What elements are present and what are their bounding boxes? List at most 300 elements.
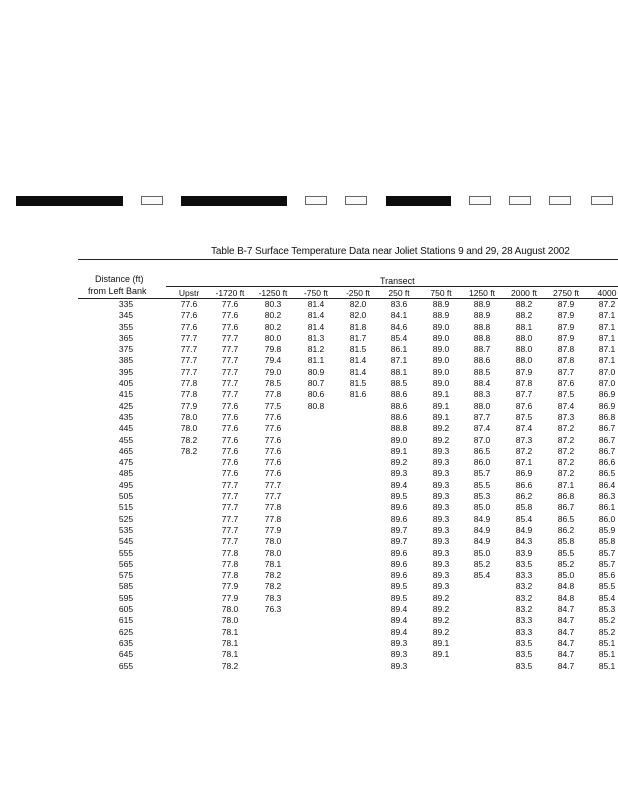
temperature-cell: 87.0 — [598, 378, 616, 389]
temperature-cell: 87.5 — [515, 411, 533, 422]
temperature-cell: 88.0 — [515, 344, 533, 355]
temperature-cell: 86.7 — [598, 423, 616, 434]
temperature-cell: 77.7 — [221, 536, 239, 547]
temperature-cell: 88.0 — [515, 355, 533, 366]
distance-cell: 595 — [118, 592, 134, 603]
temperature-cell: 78.1 — [264, 558, 282, 569]
temperature-cell: 77.8 — [180, 378, 198, 389]
table-row — [0, 627, 618, 638]
temperature-cell: 88.6 — [390, 389, 408, 400]
temperature-cell: 85.1 — [598, 660, 616, 671]
temperature-cell: 86.9 — [515, 468, 533, 479]
temperature-cell: 89.3 — [432, 581, 450, 592]
temperature-cell: 83.3 — [515, 615, 533, 626]
distance-cell: 475 — [118, 457, 134, 468]
temperature-cell: 84.7 — [557, 604, 575, 615]
temperature-cell: 78.1 — [221, 649, 239, 660]
column-header: 250 ft — [388, 288, 410, 298]
temperature-cell: 86.9 — [598, 389, 616, 400]
temperature-cell: 88.0 — [473, 400, 491, 411]
temperature-cell: 87.9 — [557, 299, 575, 309]
temperature-cell: 87.1 — [598, 344, 616, 355]
temperature-cell: 87.3 — [557, 411, 575, 422]
temperature-cell: 86.8 — [557, 491, 575, 502]
table-row — [0, 457, 618, 468]
temperature-cell: 82.0 — [349, 310, 367, 321]
temperature-cell: 81.4 — [349, 366, 367, 377]
distance-cell: 505 — [118, 491, 134, 502]
temperature-cell: 89.5 — [390, 592, 408, 603]
column-header: -750 ft — [303, 288, 329, 298]
temperature-cell: 85.5 — [473, 479, 491, 490]
temperature-cell: 85.3 — [473, 491, 491, 502]
table-row — [0, 480, 618, 491]
temperature-cell: 77.6 — [264, 423, 282, 434]
temperature-cell: 85.2 — [473, 558, 491, 569]
temperature-cell: 81.4 — [307, 321, 325, 332]
table-row — [0, 435, 618, 446]
temperature-cell: 77.6 — [264, 445, 282, 456]
temperature-cell: 82.0 — [349, 299, 367, 309]
temperature-cell: 88.1 — [515, 321, 533, 332]
temperature-cell: 77.7 — [264, 479, 282, 490]
temperature-cell: 88.8 — [390, 423, 408, 434]
temperature-cell: 89.4 — [390, 615, 408, 626]
temperature-cell: 89.3 — [432, 513, 450, 524]
temperature-cell: 88.9 — [432, 299, 450, 309]
temperature-cell: 88.2 — [515, 310, 533, 321]
temperature-cell: 86.0 — [598, 513, 616, 524]
divider-bar — [181, 196, 287, 206]
temperature-cell: 80.8 — [307, 400, 325, 411]
temperature-cell: 85.0 — [473, 502, 491, 513]
table-body — [0, 299, 618, 672]
temperature-cell: 81.5 — [349, 378, 367, 389]
table-row — [0, 581, 618, 592]
divider-bar — [141, 196, 163, 205]
temperature-cell: 89.1 — [432, 637, 450, 648]
transect-header: Transect — [380, 276, 415, 286]
distance-header: Distance (ft) — [95, 274, 144, 284]
temperature-cell: 78.2 — [264, 581, 282, 592]
temperature-cell: 87.9 — [515, 366, 533, 377]
temperature-cell: 88.6 — [390, 411, 408, 422]
divider-bar — [386, 196, 451, 206]
temperature-cell: 77.6 — [264, 411, 282, 422]
temperature-cell: 85.0 — [557, 570, 575, 581]
temperature-cell: 77.7 — [221, 491, 239, 502]
temperature-cell: 81.1 — [307, 355, 325, 366]
temperature-cell: 89.4 — [390, 604, 408, 615]
temperature-cell: 78.2 — [221, 660, 239, 671]
temperature-cell: 87.8 — [515, 378, 533, 389]
temperature-cell: 84.6 — [390, 321, 408, 332]
column-header: -1720 ft — [215, 288, 245, 298]
temperature-cell: 83.3 — [515, 570, 533, 581]
table-row — [0, 367, 618, 378]
temperature-cell: 80.0 — [264, 332, 282, 343]
temperature-cell: 84.7 — [557, 649, 575, 660]
temperature-cell: 80.9 — [307, 366, 325, 377]
column-header: -1250 ft — [258, 288, 288, 298]
temperature-cell: 83.2 — [515, 604, 533, 615]
temperature-cell: 88.5 — [473, 366, 491, 377]
distance-cell: 375 — [118, 344, 134, 355]
table-row — [0, 322, 618, 333]
table-row — [0, 412, 618, 423]
temperature-cell: 85.2 — [598, 626, 616, 637]
temperature-cell: 78.2 — [180, 445, 198, 456]
column-header: 2000 ft — [511, 288, 537, 298]
temperature-cell: 88.5 — [390, 378, 408, 389]
temperature-cell: 84.1 — [390, 310, 408, 321]
temperature-cell: 87.1 — [390, 355, 408, 366]
table-row — [0, 593, 618, 604]
distance-cell: 385 — [118, 355, 134, 366]
distance-cell: 495 — [118, 479, 134, 490]
temperature-cell: 77.6 — [221, 400, 239, 411]
temperature-cell: 89.2 — [390, 457, 408, 468]
temperature-cell: 78.3 — [264, 592, 282, 603]
temperature-cell: 85.2 — [598, 615, 616, 626]
table-row — [0, 502, 618, 513]
temperature-cell: 77.6 — [221, 411, 239, 422]
temperature-cell: 89.3 — [432, 468, 450, 479]
distance-cell: 605 — [118, 604, 134, 615]
temperature-cell: 89.0 — [432, 321, 450, 332]
temperature-cell: 88.4 — [473, 378, 491, 389]
temperature-cell: 77.7 — [180, 332, 198, 343]
temperature-cell: 77.6 — [221, 310, 239, 321]
temperature-cell: 86.8 — [598, 411, 616, 422]
distance-cell: 635 — [118, 637, 134, 648]
temperature-cell: 89.3 — [432, 445, 450, 456]
distance-cell: 485 — [118, 468, 134, 479]
temperature-cell: 78.2 — [264, 570, 282, 581]
temperature-cell: 77.6 — [221, 434, 239, 445]
temperature-cell: 77.7 — [264, 491, 282, 502]
temperature-cell: 89.5 — [390, 581, 408, 592]
temperature-cell: 88.2 — [515, 299, 533, 309]
temperature-cell: 83.2 — [515, 592, 533, 603]
temperature-cell: 77.8 — [221, 570, 239, 581]
temperature-cell: 86.7 — [598, 445, 616, 456]
temperature-cell: 81.4 — [307, 310, 325, 321]
temperature-cell: 89.6 — [390, 558, 408, 569]
temperature-cell: 77.7 — [180, 366, 198, 377]
temperature-cell: 84.8 — [557, 592, 575, 603]
distance-cell: 645 — [118, 649, 134, 660]
temperature-cell: 78.1 — [221, 626, 239, 637]
temperature-cell: 85.6 — [598, 570, 616, 581]
distance-cell: 655 — [118, 660, 134, 671]
temperature-cell: 77.8 — [221, 547, 239, 558]
temperature-cell: 86.5 — [557, 513, 575, 524]
temperature-cell: 83.5 — [515, 649, 533, 660]
temperature-cell: 77.9 — [264, 524, 282, 535]
temperature-cell: 77.7 — [180, 344, 198, 355]
table-row — [0, 423, 618, 434]
distance-cell: 345 — [118, 310, 134, 321]
temperature-cell: 87.2 — [557, 434, 575, 445]
divider-bar — [549, 196, 571, 205]
table-row — [0, 355, 618, 366]
temperature-cell: 87.1 — [598, 355, 616, 366]
temperature-cell: 83.2 — [515, 581, 533, 592]
temperature-cell: 78.0 — [264, 547, 282, 558]
temperature-cell: 89.6 — [390, 570, 408, 581]
temperature-cell: 77.6 — [221, 468, 239, 479]
distance-cell: 465 — [118, 445, 134, 456]
temperature-cell: 84.3 — [515, 536, 533, 547]
temperature-cell: 83.5 — [515, 558, 533, 569]
temperature-cell: 85.7 — [598, 558, 616, 569]
temperature-cell: 78.2 — [180, 434, 198, 445]
temperature-cell: 87.7 — [557, 366, 575, 377]
temperature-cell: 77.6 — [180, 310, 198, 321]
table-row — [0, 514, 618, 525]
temperature-cell: 87.0 — [598, 366, 616, 377]
temperature-cell: 84.7 — [557, 637, 575, 648]
temperature-cell: 89.4 — [390, 479, 408, 490]
temperature-cell: 87.2 — [557, 468, 575, 479]
divider-bar — [345, 196, 367, 205]
temperature-cell: 88.7 — [473, 344, 491, 355]
temperature-cell: 79.0 — [264, 366, 282, 377]
table-row — [0, 333, 618, 344]
temperature-cell: 89.2 — [432, 434, 450, 445]
distance-cell: 365 — [118, 332, 134, 343]
table-top-rule — [78, 259, 618, 260]
column-header: Upstr — [178, 288, 200, 298]
temperature-cell: 87.1 — [598, 310, 616, 321]
temperature-cell: 77.8 — [221, 558, 239, 569]
temperature-cell: 86.1 — [390, 344, 408, 355]
temperature-cell: 89.5 — [390, 491, 408, 502]
divider-bar — [469, 196, 491, 205]
temperature-cell: 85.1 — [598, 637, 616, 648]
distance-cell: 555 — [118, 547, 134, 558]
temperature-cell: 78.0 — [180, 423, 198, 434]
temperature-cell: 85.4 — [473, 570, 491, 581]
distance-cell: 535 — [118, 524, 134, 535]
temperature-cell: 86.6 — [598, 457, 616, 468]
temperature-cell: 89.1 — [390, 445, 408, 456]
temperature-cell: 78.0 — [264, 536, 282, 547]
temperature-cell: 85.7 — [473, 468, 491, 479]
temperature-cell: 77.7 — [221, 513, 239, 524]
temperature-cell: 77.9 — [221, 581, 239, 592]
temperature-cell: 87.2 — [598, 299, 616, 309]
temperature-cell: 89.1 — [432, 389, 450, 400]
temperature-cell: 89.7 — [390, 524, 408, 535]
temperature-cell: 89.3 — [432, 491, 450, 502]
table-row — [0, 604, 618, 615]
temperature-cell: 80.7 — [307, 378, 325, 389]
temperature-cell: 77.8 — [264, 389, 282, 400]
temperature-cell: 78.0 — [180, 411, 198, 422]
divider-bar — [509, 196, 531, 205]
temperature-cell: 87.0 — [473, 434, 491, 445]
temperature-cell: 78.0 — [221, 604, 239, 615]
temperature-cell: 86.3 — [598, 491, 616, 502]
temperature-cell: 89.2 — [432, 592, 450, 603]
temperature-cell: 88.1 — [390, 366, 408, 377]
distance-cell: 355 — [118, 321, 134, 332]
temperature-cell: 89.6 — [390, 547, 408, 558]
table-row — [0, 638, 618, 649]
temperature-cell: 89.0 — [432, 344, 450, 355]
temperature-cell: 89.3 — [432, 558, 450, 569]
temperature-cell: 77.6 — [180, 299, 198, 309]
temperature-cell: 88.9 — [473, 299, 491, 309]
temperature-cell: 89.6 — [390, 502, 408, 513]
temperature-cell: 85.3 — [598, 604, 616, 615]
temperature-cell: 88.8 — [473, 332, 491, 343]
temperature-cell: 85.4 — [390, 332, 408, 343]
temperature-cell: 85.5 — [598, 581, 616, 592]
temperature-cell: 86.6 — [515, 479, 533, 490]
temperature-cell: 89.0 — [432, 378, 450, 389]
temperature-cell: 87.1 — [557, 479, 575, 490]
table-title: Table B-7 Surface Temperature Data near Joliet Stations 9 and 29, 28 August 2002 — [211, 246, 570, 257]
distance-cell: 615 — [118, 615, 134, 626]
temperature-cell: 89.2 — [432, 423, 450, 434]
distance-header-sub: from Left Bank — [88, 286, 147, 296]
temperature-cell: 87.6 — [515, 400, 533, 411]
temperature-cell: 81.6 — [349, 389, 367, 400]
temperature-cell: 85.8 — [515, 502, 533, 513]
temperature-cell: 87.7 — [515, 389, 533, 400]
temperature-cell: 88.3 — [473, 389, 491, 400]
temperature-cell: 77.7 — [221, 366, 239, 377]
temperature-cell: 89.3 — [432, 457, 450, 468]
temperature-cell: 77.8 — [180, 389, 198, 400]
table-row — [0, 389, 618, 400]
temperature-cell: 89.0 — [432, 366, 450, 377]
temperature-cell: 87.9 — [557, 332, 575, 343]
temperature-cell: 85.8 — [557, 536, 575, 547]
temperature-cell: 89.3 — [390, 637, 408, 648]
temperature-cell: 87.2 — [557, 423, 575, 434]
temperature-cell: 79.8 — [264, 344, 282, 355]
temperature-cell: 86.7 — [598, 434, 616, 445]
temperature-cell: 85.2 — [557, 558, 575, 569]
temperature-cell: 81.4 — [349, 355, 367, 366]
table-row — [0, 548, 618, 559]
temperature-cell: 85.7 — [598, 547, 616, 558]
temperature-cell: 81.2 — [307, 344, 325, 355]
temperature-cell: 77.6 — [264, 457, 282, 468]
table-row — [0, 615, 618, 626]
temperature-cell: 77.7 — [221, 355, 239, 366]
temperature-cell: 87.8 — [557, 344, 575, 355]
temperature-cell: 81.3 — [307, 332, 325, 343]
temperature-cell: 77.7 — [221, 502, 239, 513]
temperature-cell: 89.0 — [432, 355, 450, 366]
table-row — [0, 299, 618, 310]
temperature-cell: 87.4 — [515, 423, 533, 434]
temperature-cell: 77.7 — [221, 378, 239, 389]
temperature-cell: 89.1 — [432, 649, 450, 660]
temperature-cell: 88.6 — [390, 400, 408, 411]
table-row — [0, 344, 618, 355]
temperature-cell: 84.9 — [515, 524, 533, 535]
table-row — [0, 661, 618, 672]
distance-cell: 525 — [118, 513, 134, 524]
temperature-cell: 86.4 — [598, 479, 616, 490]
temperature-cell: 78.0 — [221, 615, 239, 626]
temperature-cell: 86.1 — [598, 502, 616, 513]
temperature-cell: 77.8 — [264, 513, 282, 524]
temperature-cell: 89.1 — [432, 400, 450, 411]
temperature-cell: 89.3 — [432, 536, 450, 547]
column-header: 2750 ft — [553, 288, 579, 298]
temperature-cell: 87.8 — [557, 355, 575, 366]
column-header: 750 ft — [430, 288, 452, 298]
temperature-cell: 87.9 — [557, 310, 575, 321]
temperature-cell: 85.4 — [515, 513, 533, 524]
temperature-cell: 83.5 — [515, 637, 533, 648]
distance-cell: 395 — [118, 366, 134, 377]
temperature-cell: 87.3 — [515, 434, 533, 445]
column-header: 4000 — [597, 288, 617, 298]
temperature-cell: 89.1 — [432, 411, 450, 422]
temperature-cell: 83.3 — [515, 626, 533, 637]
temperature-cell: 89.3 — [390, 649, 408, 660]
divider-bar — [305, 196, 327, 205]
temperature-cell: 89.2 — [432, 626, 450, 637]
temperature-cell: 85.9 — [598, 524, 616, 535]
distance-cell: 575 — [118, 570, 134, 581]
temperature-cell: 85.1 — [598, 649, 616, 660]
temperature-cell: 77.6 — [221, 445, 239, 456]
temperature-cell: 87.1 — [598, 332, 616, 343]
temperature-cell: 89.3 — [432, 479, 450, 490]
column-header: -250 ft — [345, 288, 371, 298]
temperature-cell: 77.5 — [264, 400, 282, 411]
temperature-cell: 89.3 — [432, 547, 450, 558]
temperature-cell: 87.5 — [557, 389, 575, 400]
temperature-cell: 89.0 — [390, 434, 408, 445]
table-row — [0, 468, 618, 479]
temperature-cell: 77.7 — [221, 332, 239, 343]
temperature-cell: 77.7 — [221, 344, 239, 355]
table-row — [0, 446, 618, 457]
table-row — [0, 491, 618, 502]
distance-cell: 445 — [118, 423, 134, 434]
temperature-cell: 87.9 — [557, 321, 575, 332]
temperature-cell: 77.7 — [221, 479, 239, 490]
temperature-cell: 79.4 — [264, 355, 282, 366]
temperature-cell: 77.7 — [180, 355, 198, 366]
distance-cell: 335 — [118, 299, 134, 309]
temperature-cell: 80.2 — [264, 321, 282, 332]
temperature-cell: 86.2 — [515, 491, 533, 502]
temperature-cell: 89.7 — [390, 536, 408, 547]
temperature-cell: 77.6 — [180, 321, 198, 332]
temperature-cell: 88.6 — [473, 355, 491, 366]
temperature-cell: 85.0 — [473, 547, 491, 558]
temperature-cell: 84.9 — [473, 524, 491, 535]
table-row — [0, 378, 618, 389]
table-row — [0, 649, 618, 660]
temperature-cell: 78.1 — [221, 637, 239, 648]
temperature-cell: 83.6 — [390, 299, 408, 309]
temperature-cell: 87.4 — [473, 423, 491, 434]
temperature-cell: 83.9 — [515, 547, 533, 558]
temperature-cell: 89.0 — [432, 332, 450, 343]
